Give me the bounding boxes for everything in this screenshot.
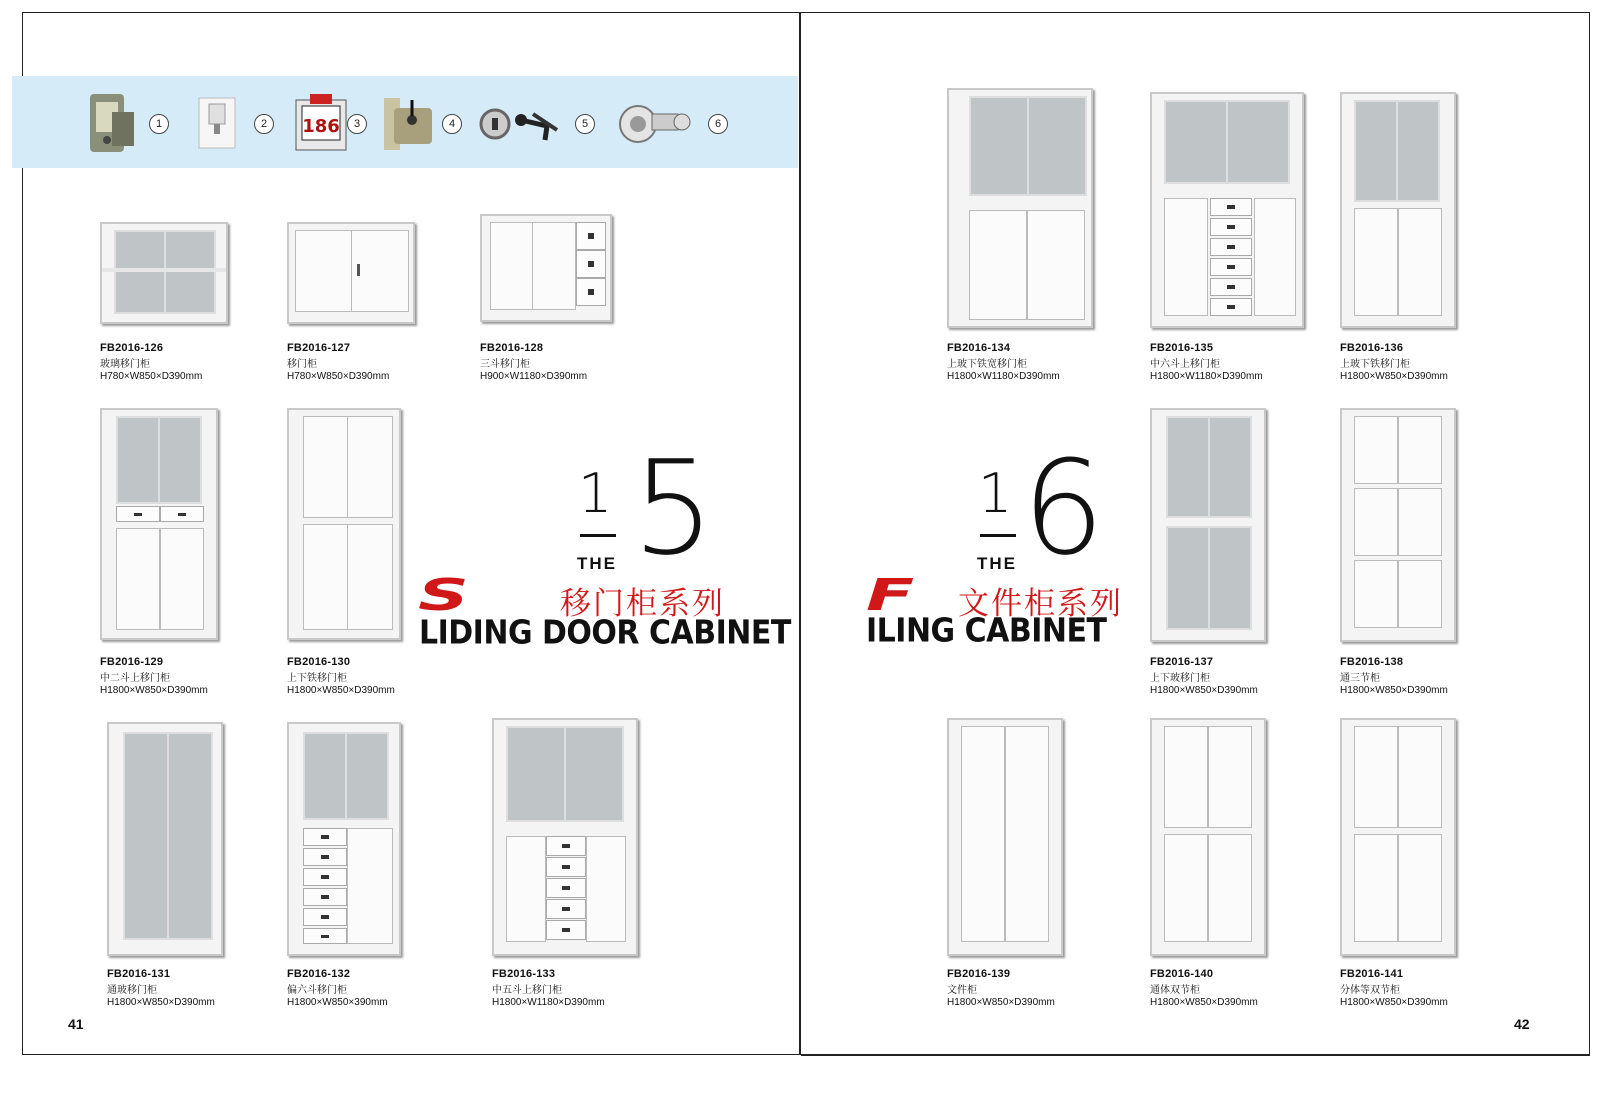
product-name: 通体双节柜 — [1150, 985, 1200, 996]
product-name: 上玻下铁宽移门柜 — [947, 359, 1027, 370]
product-code: FB2016-140 — [1150, 968, 1214, 980]
product-info — [947, 342, 1060, 382]
cabinet-image — [1340, 92, 1456, 328]
series-the: THE — [577, 554, 617, 573]
product-dimensions: H1800×W850×D390mm — [287, 685, 395, 696]
electronic-lock-icon — [82, 90, 142, 156]
product-name: 偏六斗移门柜 — [287, 985, 347, 996]
product-code: FB2016-127 — [287, 342, 351, 354]
product-info — [947, 968, 1055, 1008]
product-info — [1340, 656, 1448, 696]
product-info — [1340, 342, 1448, 382]
cabinet-image — [1340, 718, 1456, 956]
product-code: FB2016-136 — [1340, 342, 1404, 354]
product-dimensions: H780×W850×D390mm — [100, 371, 203, 382]
cabinet-image — [287, 222, 415, 324]
product-name: 通玻移门柜 — [107, 985, 157, 996]
cabinet-image — [492, 718, 638, 956]
cabinet-image — [287, 408, 401, 640]
cabinet-image — [1150, 92, 1304, 328]
cabinet-image — [287, 722, 401, 956]
accessory-number: 2 — [254, 114, 274, 134]
series-initial-letter: F — [866, 570, 915, 621]
cabinet-image — [480, 214, 612, 322]
series-english-title: LIDING DOOR CABINET — [419, 614, 791, 653]
series-number-small: 1 — [978, 462, 1013, 525]
cabinet-image — [1340, 408, 1456, 642]
product-code: FB2016-133 — [492, 968, 556, 980]
product-name: 上下玻移门柜 — [1150, 673, 1210, 684]
series-number-underline — [580, 534, 616, 537]
series-chinese-title: 文件柜系列 — [958, 586, 1123, 621]
series-chinese-title: 移门柜系列 — [560, 586, 725, 621]
code-lock-186-icon — [292, 90, 352, 156]
product-dimensions: H1800×W850×D390mm — [947, 997, 1055, 1008]
accessory-band — [12, 76, 798, 168]
series-number-small: 1 — [578, 462, 613, 525]
product-dimensions: H1800×W850×D390mm — [107, 997, 215, 1008]
product-info — [100, 342, 202, 382]
product-name: 文件柜 — [947, 985, 977, 996]
product-code: FB2016-129 — [100, 656, 164, 668]
code-lock-text: 186 — [302, 116, 340, 137]
product-name: 中五斗上移门柜 — [492, 985, 562, 996]
product-name: 上下铁移门柜 — [287, 673, 347, 684]
product-dimensions: H1800×W1180×D390mm — [492, 997, 605, 1008]
series-initial-letter: S — [418, 570, 469, 621]
series-the: THE — [977, 554, 1017, 573]
page-number: 41 — [68, 1016, 84, 1032]
product-dimensions: H1800×W850×D390mm — [1150, 997, 1258, 1008]
cabinet-image — [107, 722, 223, 956]
series-number-big: 6 — [1022, 432, 1105, 584]
product-info — [480, 342, 587, 382]
key-lock-icon — [477, 90, 567, 156]
product-info — [1150, 968, 1258, 1008]
product-dimensions: H1800×W850×390mm — [287, 997, 388, 1008]
product-name: 移门柜 — [287, 359, 317, 370]
accessory-number: 4 — [442, 114, 462, 134]
product-dimensions: H780×W850×D390mm — [287, 371, 390, 382]
product-info — [287, 656, 395, 696]
accessory-number: 3 — [347, 114, 367, 134]
accessory-number: 1 — [149, 114, 169, 134]
cabinet-image — [947, 88, 1093, 328]
cam-lock-icon — [380, 90, 440, 156]
product-dimensions: H900×W1180×D390mm — [480, 371, 588, 382]
product-code: FB2016-126 — [100, 342, 164, 354]
product-dimensions: H1800×W1180×D390mm — [947, 371, 1060, 382]
product-dimensions: H1800×W850×D390mm — [1340, 685, 1448, 696]
product-name: 中六斗上移门柜 — [1150, 359, 1220, 370]
product-code: FB2016-135 — [1150, 342, 1214, 354]
product-code: FB2016-132 — [287, 968, 351, 980]
product-info — [287, 968, 388, 1008]
product-dimensions: H1800×W850×D390mm — [100, 685, 208, 696]
product-info — [492, 968, 605, 1008]
product-name: 中二斗上移门柜 — [100, 673, 170, 684]
product-code: FB2016-138 — [1340, 656, 1404, 668]
product-name: 分体等双节柜 — [1340, 985, 1400, 996]
product-code: FB2016-131 — [107, 968, 171, 980]
accessory-number: 6 — [708, 114, 728, 134]
product-info — [1340, 968, 1448, 1008]
spine — [799, 12, 801, 1055]
cabinet-image — [100, 222, 228, 324]
product-info — [1150, 342, 1263, 382]
series-number-underline — [980, 534, 1016, 537]
product-dimensions: H1800×W850×D390mm — [1340, 371, 1448, 382]
product-code: FB2016-128 — [480, 342, 544, 354]
product-info — [1150, 656, 1258, 696]
product-info — [107, 968, 215, 1008]
product-name: 通三节柜 — [1340, 673, 1380, 684]
product-dimensions: H1800×W850×D390mm — [1340, 997, 1448, 1008]
product-code: FB2016-141 — [1340, 968, 1404, 980]
product-info — [100, 656, 208, 696]
white-box-icon — [187, 90, 247, 156]
product-code: FB2016-139 — [947, 968, 1011, 980]
cabinet-image — [100, 408, 218, 640]
product-name: 玻璃移门柜 — [100, 359, 150, 370]
accessory-number: 5 — [575, 114, 595, 134]
product-code: FB2016-137 — [1150, 656, 1214, 668]
cabinet-image — [1150, 408, 1266, 642]
plunger-lock-icon — [612, 90, 692, 156]
series-number-big: 5 — [632, 432, 715, 584]
product-code: FB2016-134 — [947, 342, 1011, 354]
cabinet-image — [1150, 718, 1266, 956]
product-code: FB2016-130 — [287, 656, 351, 668]
product-dimensions: H1800×W850×D390mm — [1150, 685, 1258, 696]
cabinet-image — [947, 718, 1063, 956]
product-info — [287, 342, 389, 382]
product-dimensions: H1800×W1180×D390mm — [1150, 371, 1263, 382]
series-english-title: ILING CABINET — [866, 612, 1107, 651]
product-name: 三斗移门柜 — [480, 359, 530, 370]
product-name: 上玻下铁移门柜 — [1340, 359, 1410, 370]
page-number: 42 — [1514, 1016, 1530, 1032]
